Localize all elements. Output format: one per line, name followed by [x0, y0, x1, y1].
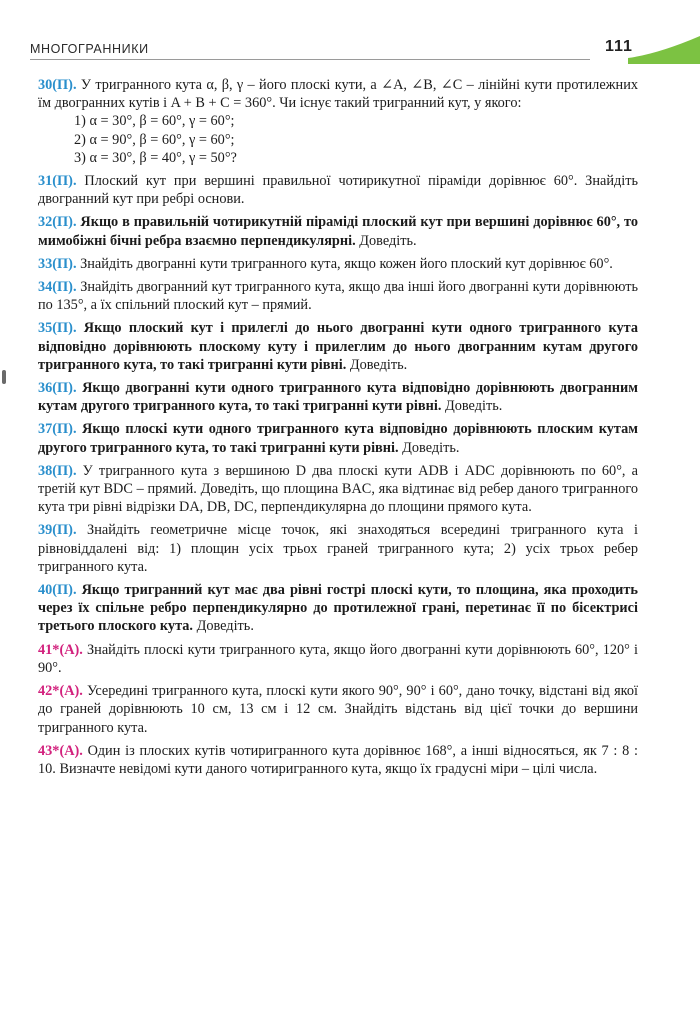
corner-tab-decoration — [628, 36, 700, 64]
problem-case: 1) α = 30°, β = 60°, γ = 60°; — [74, 113, 235, 130]
problem-number: 38(П). — [38, 462, 77, 479]
problem-text: Знайдіть двогранні кути тригранного кута, якщо кожен його плоский кут дорівнює 60°. — [80, 255, 613, 272]
problem-item — [38, 641, 638, 677]
page-number: 111 — [605, 38, 633, 55]
problem-number: 42*(А). — [38, 683, 83, 700]
problem-text: Один із плоских кутів чотиригранного кута дорівнює 168°, а інші відносяться, як 7 : 8 : 10. Визначте невідомі кути даного чотиригранного кута, якщо їх градусні міри – цілі числа. — [38, 742, 639, 777]
problem-text: У тригранного кута α, β, γ – його плоскі кути, а ∠A, ∠B, ∠C – лінійні кути протилежних їм двогранних кутів і A + B + C = 360°. Чи існує такий тригранний кут, у якого: — [38, 77, 638, 112]
problem-number: 35(П). — [38, 320, 77, 337]
problem-number: 39(П). — [38, 522, 77, 539]
problem-item — [38, 682, 638, 737]
problem-number: 36(П). — [38, 380, 77, 397]
problem-item — [38, 278, 638, 314]
problem-tail: Доведіть. — [196, 618, 254, 635]
problem-item — [38, 581, 638, 636]
problem-text: Знайдіть геометричне місце точок, які знаходяться всередині тригранного кута і рівновіддалені від: 1) площин усіх трьох граней тригранного кута; 2) усіх трьох ребер тригранного кута. — [38, 522, 639, 575]
problem-item — [38, 255, 638, 273]
problem-number: 34(П). — [38, 279, 77, 296]
header-rule — [30, 59, 590, 60]
problem-item — [38, 213, 638, 249]
problem-text: У тригранного кута з вершиною D два плоскі кути ADB і ADC дорівнюють по 60°, а третій кут BDC – прямий. Доведіть, що площина BAC, яка відтинає від ребер даного тригранного кута три рівні відрізки DA, DB, DC, перпендикулярна до площини прямого кута. — [38, 462, 638, 516]
problem-text: Якщо плоский кут і прилеглі до нього двогранні кути одного тригранного кута відповідно дорівнюють плоскому куту і прилеглим до нього двогранним кутам другого тригранного кута, то такі тригранні кути рівні. — [38, 320, 638, 373]
problem-item — [38, 172, 638, 208]
problem-item — [38, 319, 638, 374]
problem-number: 31(П). — [38, 173, 77, 190]
problem-item — [38, 420, 638, 456]
problem-text: Плоский кут при вершині правильної чотирикутної піраміди дорівнює 60°. Знайдіть двогранний кут при ребрі основи. — [38, 173, 639, 208]
problem-case: 3) α = 30°, β = 40°, γ = 50°? — [74, 149, 237, 166]
problem-text: Якщо тригранний кут має два рівні гострі плоскі кути, то площина, яка проходить через їх спільне ребро перпендикулярно до протилежної грані, перетинає її по бісектрисі третього плоского кута. — [38, 582, 638, 635]
problem-item — [38, 379, 638, 415]
problem-tail: Доведіть. — [444, 398, 503, 415]
problem-number: 33(П). — [38, 255, 77, 272]
problem-text: Якщо двогранні кути одного тригранного кута відповідно дорівнюють двогранним кутам другого тригранного кута, то такі тригранні кути рівні. — [38, 380, 638, 415]
margin-mark — [2, 370, 6, 384]
page-header — [30, 38, 700, 62]
problem-number: 37(П). — [38, 421, 77, 438]
problem-tail: Доведіть. — [359, 232, 417, 249]
problem-text: Якщо плоскі кути одного тригранного кута відповідно дорівнюють плоским кутам другого тригранного кута, то такі тригранні кути рівні. — [38, 421, 638, 456]
problem-item — [38, 76, 638, 167]
problem-tail: Доведіть. — [402, 439, 460, 456]
problem-text: Усередині тригранного кута, плоскі кути якого 90°, 90° і 60°, дано точку, відстані від якої до граней дорівнюють 10 см, 13 см і 12 см. Знайдіть відстань від цієї точки до вершини тригранного кута. — [38, 683, 638, 736]
problem-number: 30(П). — [38, 77, 77, 93]
problem-number: 41*(А). — [38, 641, 83, 658]
problem-number: 40(П). — [38, 582, 77, 599]
problem-text: Знайдіть двогранний кут тригранного кута, якщо два інші його двогранні кути дорівнюють по 135°, а їх спільний плоский кут – прямий. — [38, 279, 638, 314]
problem-list — [38, 76, 638, 783]
problem-item — [38, 462, 638, 517]
problem-case: 2) α = 90°, β = 60°, γ = 60°; — [74, 131, 235, 148]
chapter-title: МНОГОГРАННИКИ — [30, 42, 149, 56]
problem-tail: Доведіть. — [349, 356, 408, 373]
problem-number: 43*(А). — [38, 742, 83, 759]
problem-item — [38, 742, 638, 778]
problem-text: Якщо в правильній чотирикутній піраміді плоский кут при вершині дорівнює 60°, то мимобіжні бічні ребра взаємно перпендикулярні. — [38, 214, 639, 249]
problem-text: Знайдіть плоскі кути тригранного кута, якщо його двогранні кути дорівнюють 60°, 120° і 90°. — [38, 641, 638, 676]
problem-number: 32(П). — [38, 214, 77, 231]
problem-item — [38, 521, 638, 576]
